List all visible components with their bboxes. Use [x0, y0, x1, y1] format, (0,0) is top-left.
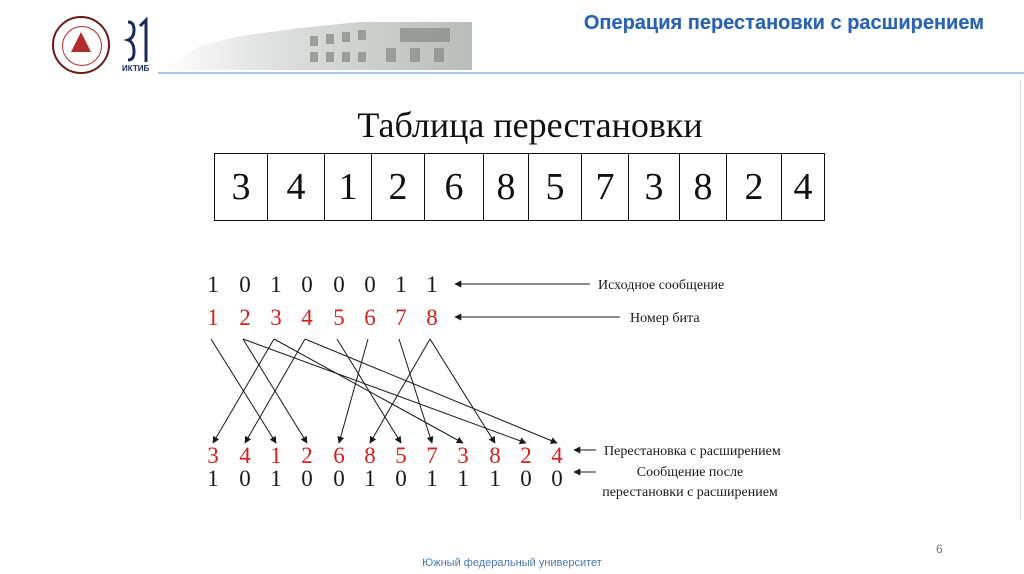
- permutation-arrow: [211, 339, 276, 443]
- footer-university: Южный федеральный университет: [422, 557, 602, 569]
- permuted-index: 5: [395, 443, 407, 468]
- permutation-table-cell: 3: [629, 154, 680, 221]
- permutation-table-cell: 3: [215, 154, 268, 221]
- label-source: Исходное сообщение: [598, 278, 725, 293]
- permuted-index: 6: [333, 443, 345, 468]
- permuted-index: 7: [426, 443, 438, 468]
- result-bit: 0: [239, 466, 251, 491]
- permuted-index: 3: [457, 443, 469, 468]
- university-logo: [52, 16, 110, 74]
- result-bit: 1: [457, 466, 469, 491]
- label-expansion: Перестановка с расширением: [604, 444, 781, 459]
- permuted-index: 4: [239, 443, 251, 468]
- permutation-table-cell: 6: [425, 154, 484, 221]
- permutation-arrow: [243, 339, 307, 443]
- result-bit: 0: [395, 466, 407, 491]
- source-bit: 0: [333, 272, 345, 297]
- permuted-index: 1: [270, 443, 282, 468]
- bit-number: 2: [239, 305, 251, 330]
- bit-number: 4: [301, 305, 313, 330]
- source-bit: 1: [395, 272, 407, 297]
- permutation-arrow: [243, 339, 526, 443]
- building-image: [160, 14, 472, 70]
- page-number: 6: [936, 542, 943, 556]
- result-bit: 1: [489, 466, 501, 491]
- permutation-table-cell: 4: [268, 154, 325, 221]
- bit-number: 5: [333, 305, 345, 330]
- permutation-table-cell: 2: [372, 154, 425, 221]
- permutation-arrow: [305, 339, 557, 443]
- bit-number: 6: [364, 305, 376, 330]
- permutation-table-cell: 1: [325, 154, 372, 221]
- source-bit: 0: [364, 272, 376, 297]
- result-bit: 0: [301, 466, 313, 491]
- bit-number: 8: [426, 305, 438, 330]
- result-bit: 1: [426, 466, 438, 491]
- header-divider: [158, 72, 1024, 74]
- permuted-index: 4: [551, 443, 563, 468]
- source-bit: 1: [270, 272, 282, 297]
- slide-right-border: [1020, 80, 1021, 520]
- source-bit: 1: [207, 272, 219, 297]
- label-result-line2: перестановки с расширением: [602, 485, 778, 500]
- permutation-table-cell: 7: [582, 154, 629, 221]
- bit-number: 7: [395, 305, 407, 330]
- permutation-table-cell: 8: [680, 154, 727, 221]
- permutation-diagram: [0, 260, 1024, 510]
- bit-number: 1: [207, 305, 219, 330]
- permutation-table-cell: 5: [529, 154, 582, 221]
- institute-caption: ИКТИБ: [122, 64, 150, 73]
- permutation-arrow: [274, 339, 463, 443]
- permutation-table: [214, 153, 825, 221]
- permuted-index: 3: [207, 443, 219, 468]
- permutation-table-cell: 2: [727, 154, 782, 221]
- result-bit: 0: [333, 466, 345, 491]
- slide-title: Операция перестановки с расширением: [583, 12, 984, 34]
- permutation-table-cell: 4: [782, 154, 825, 221]
- permutation-arrow: [399, 339, 432, 443]
- permuted-index: 8: [364, 443, 376, 468]
- label-bit-number: Номер бита: [630, 311, 700, 326]
- source-bit: 0: [301, 272, 313, 297]
- source-bit: 1: [426, 272, 438, 297]
- label-result-line1: Сообщение после: [636, 465, 744, 480]
- result-bit: 0: [551, 466, 563, 491]
- result-bit: 1: [270, 466, 282, 491]
- slide-header: [0, 0, 1024, 80]
- permutation-arrow: [370, 339, 430, 443]
- permuted-index: 2: [301, 443, 313, 468]
- institute-logo: [124, 16, 154, 66]
- permutation-table-cell: 8: [484, 154, 529, 221]
- permuted-index: 8: [489, 443, 501, 468]
- permutation-arrow: [430, 339, 495, 443]
- permuted-index: 2: [520, 443, 532, 468]
- permutation-table-row: [215, 154, 825, 221]
- bit-number: 3: [270, 305, 282, 330]
- result-bit: 0: [520, 466, 532, 491]
- source-bit: 0: [239, 272, 251, 297]
- result-bit: 1: [364, 466, 376, 491]
- result-bit: 1: [207, 466, 219, 491]
- table-title: Таблица перестановки: [357, 105, 703, 145]
